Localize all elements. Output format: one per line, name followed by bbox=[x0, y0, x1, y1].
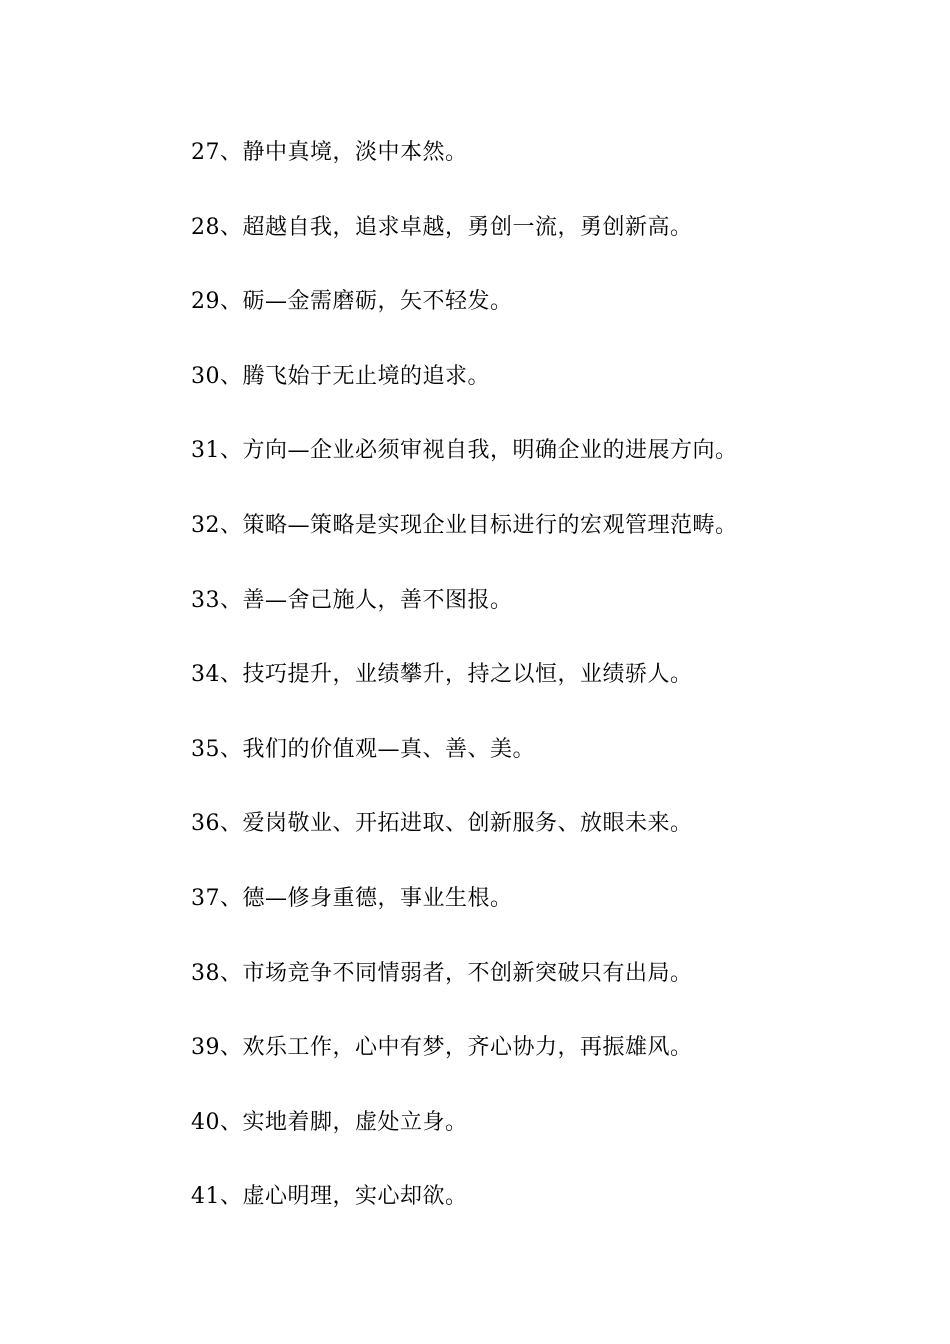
list-item: 30、腾飞始于无止境的追求。 bbox=[191, 363, 490, 389]
list-item: 28、超越自我，追求卓越，勇创一流，勇创新高。 bbox=[191, 214, 693, 240]
list-item: 32、策略—策略是实现企业目标进行的宏观管理范畴。 bbox=[191, 512, 738, 538]
list-item: 29、砺—金需磨砺，矢不轻发。 bbox=[191, 289, 513, 315]
list-item: 38、市场竞争不同情弱者，不创新突破只有出局。 bbox=[191, 960, 693, 986]
list-item: 39、欢乐工作，心中有梦，齐心协力，再振雄风。 bbox=[191, 1035, 693, 1061]
list-item: 35、我们的价值观—真、善、美。 bbox=[191, 736, 535, 762]
list-item: 34、技巧提升，业绩攀升，持之以恒，业绩骄人。 bbox=[191, 662, 693, 688]
list-item: 41、虚心明理，实心却欲。 bbox=[191, 1184, 468, 1210]
list-item: 37、德—修身重德，事业生根。 bbox=[191, 885, 513, 911]
list-item: 27、静中真境，淡中本然。 bbox=[191, 140, 468, 165]
list-item: 31、方向—企业必须审视自我，明确企业的进展方向。 bbox=[191, 438, 738, 464]
list-item: 36、爱岗敬业、开拓进取、创新服务、放眼未来。 bbox=[191, 811, 693, 837]
list-item: 33、善—舍己施人，善不图报。 bbox=[191, 587, 513, 613]
slogan-list bbox=[191, 133, 891, 1252]
list-item: 40、实地着脚，虚处立身。 bbox=[191, 1109, 468, 1135]
